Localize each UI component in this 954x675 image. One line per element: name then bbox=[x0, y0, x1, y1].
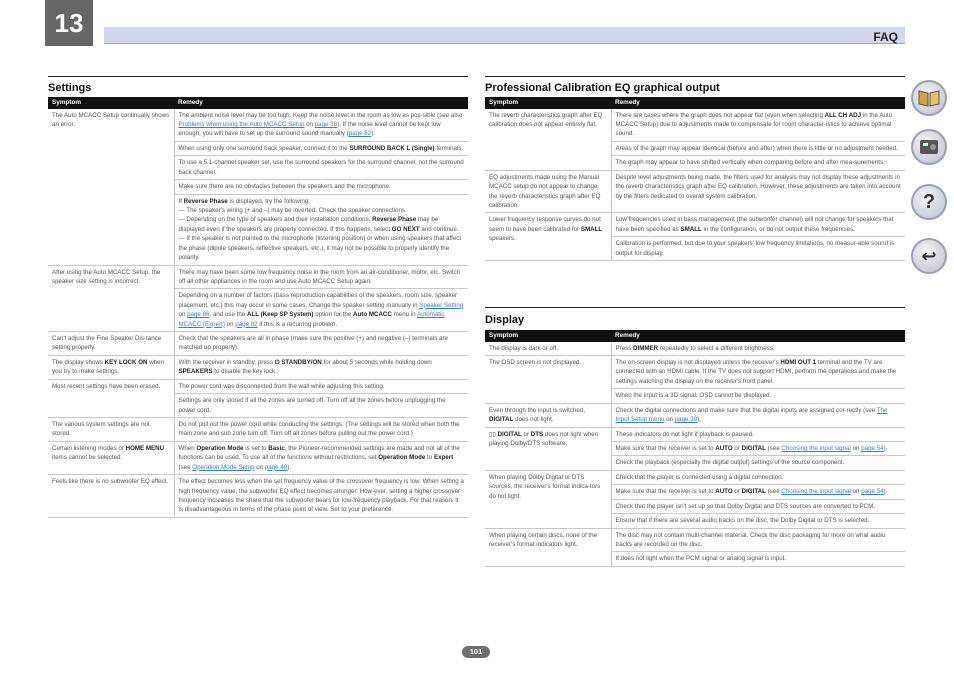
symptom-cell: The OSD screen is not displayed. bbox=[485, 356, 611, 404]
table-row bbox=[48, 441, 468, 474]
remedy-cell: When the input is a 3D signal, OSD cannot be displayed. bbox=[611, 389, 905, 403]
table-row bbox=[48, 265, 468, 289]
help-icon[interactable]: ? bbox=[911, 184, 947, 220]
header-bar bbox=[104, 27, 905, 44]
remedy-cell: The effect becomes less when the set frequency value of the crossover frequency is low. When setting a high frequency value, the subwoofer EQ effect becomes stronger. How-ever, setting a higher crossover frequency increases the share that the subwoofer bears for low-frequency playback. For that reason, it is disadvantageous in terms of the phase point of view. Set to your preference. bbox=[174, 475, 468, 518]
table-row bbox=[485, 109, 905, 142]
symptom-cell: When playing certain discs, none of the receiver's format indicators light. bbox=[485, 528, 611, 566]
symptom-cell: When playing Dolby Digital or DTS sources, the receiver's format indica-tors do not light. bbox=[485, 470, 611, 528]
table-row bbox=[485, 528, 905, 552]
symptom-cell: Feels like there is no subwoofer EQ effect. bbox=[48, 475, 174, 518]
symptom-cell: The display shows KEY LOCK ON when you try to make settings. bbox=[48, 355, 174, 379]
remedy-header: Remedy bbox=[611, 97, 905, 109]
pro-calibration-title: Professional Calibration EQ graphical output bbox=[485, 82, 720, 94]
remedy-cell: Check that the speakers are all in phase (make sure the positive (+) and negative (–) terminals are matched up properly). bbox=[174, 332, 468, 356]
symptom-cell: After using the Auto MCACC Setup, the speaker size setting is incorrect. bbox=[48, 265, 174, 332]
remedy-cell: There may have been some low frequency noise in the room from an air-conditioner, motor, etc. Switch off all other appliances in the room and use Auto MCACC Setup again. bbox=[174, 265, 468, 289]
remedy-cell: Areas of the graph may appear identical (before and after) when there is little or no adjustment needed. bbox=[611, 141, 905, 155]
symptom-header: Symptom bbox=[485, 330, 611, 342]
remedy-cell: When using only one surround back speaker, connect it to the SURROUND BACK L (Single) terminals. bbox=[174, 141, 468, 155]
remedy-header: Remedy bbox=[174, 97, 468, 109]
section-label: FAQ bbox=[873, 30, 898, 44]
remedy-cell: The ambient noise level may be too high. Keep the noise level in the room as low as pos-sible (see also Problems when using the Auto MCACC Setup on page 38). If the noise level cannot be kept low enough, you will have to set up the surround sound manually (page 82). bbox=[174, 109, 468, 142]
remedy-cell: To use a 5.1-channel speaker set, use the surround speakers for the surround channel, not the surround back channel. bbox=[174, 156, 468, 180]
symptom-header: Symptom bbox=[48, 97, 174, 109]
table-row bbox=[485, 403, 905, 427]
remedy-cell: Calibration is performed, but due to your speakers' low frequency limitations, no measur-able sound is output for display. bbox=[611, 237, 905, 261]
remedy-cell: It does not light when the PCM signal or analog signal is input. bbox=[611, 552, 905, 566]
remedy-cell: Make sure that the receiver is set to AUTO or DIGITAL (see Choosing the input signal on page 54). bbox=[611, 441, 905, 455]
pro-calibration-table bbox=[485, 97, 905, 261]
page-number: 101 bbox=[462, 646, 490, 658]
cross-reference-link[interactable]: page 54 bbox=[861, 488, 884, 496]
display-title: Display bbox=[485, 314, 525, 326]
remedy-cell: Ensure that if there are several audio tracks on the disc, the Dolby Digital or DTS is selected. bbox=[611, 514, 905, 528]
cross-reference-link[interactable]: Speaker Setting bbox=[419, 301, 464, 309]
remedy-header: Remedy bbox=[611, 330, 905, 342]
cross-reference-link[interactable]: Automatic MCACC (Expert) bbox=[178, 311, 445, 328]
remedy-cell: Press DIMMER repeatedly to select a different brightness. bbox=[611, 342, 905, 356]
remedy-cell: Depending on a number of factors (bass reproduction capabilities of the speakers, room size, speaker placement, etc.) this may occur in some cases. Change the speaker setting manually in Speaker Setting on page 86, and use the ALL (Keep SP System) option for the Auto MCACC menu in Automatic MCACC (Expert) on page 82 if this is a recurring problem. bbox=[174, 289, 468, 332]
symptom-cell: The reverb characteristics graph after EQ calibration does not appear entirely flat. bbox=[485, 109, 611, 171]
table-row bbox=[48, 379, 468, 393]
remedy-cell: Do not pull out the power cord while conducting the settings. (The settings will be stored when both the main zone and sub zone turn off. Turn off all zones before pulling out the power cord.) bbox=[174, 418, 468, 442]
table-row bbox=[485, 342, 905, 356]
chapter-number bbox=[45, 0, 93, 46]
table-row bbox=[485, 213, 905, 237]
remedy-cell: The on-screen display is not displayed unless the receiver's HDMI OUT 1 terminal and the TV are connected with an HDMI cable. If the TV does not support HDMI, perform the operations and make the settings watching the display on the receiver's front panel. bbox=[611, 356, 905, 389]
symptom-cell: The Auto MCACC Setup continually shows an error. bbox=[48, 109, 174, 265]
cross-reference-link[interactable]: page 54 bbox=[861, 444, 884, 452]
remedy-cell: When Operation Mode is set to Basic, the Pioneer-recommended settings are made and not all of the functions can be used. To use all of the functions without restrictions, set Operation Mode to Expert (see Operation Mode Setup on page 49). bbox=[174, 441, 468, 474]
chapter-number-text: 13 bbox=[54, 7, 84, 38]
remedy-cell: There are cases where the graph does not appear flat (even when selecting ALL CH ADJ in the Auto MCACC Setup) due to adjustments made to compensate for room character-istics to achieve optimal sound. bbox=[611, 109, 905, 142]
settings-title: Settings bbox=[48, 82, 92, 94]
symptom-cell: EQ adjustments made using the Manual MCACC setup do not appear to change the reverb characteristics graph after EQ calibration. bbox=[485, 170, 611, 213]
table-row bbox=[485, 427, 905, 441]
symptom-cell: Even through the input is switched, DIGITAL does not light. bbox=[485, 403, 611, 427]
remedy-cell: Make sure there are no obstacles between the speakers and the microphone. bbox=[174, 180, 468, 194]
cross-reference-link[interactable]: Choosing the input signal bbox=[781, 444, 851, 452]
receiver-icon[interactable] bbox=[911, 129, 947, 165]
remedy-cell: Check that the player isn't set up so that Dolby Digital and DTS sources are converted to PCM. bbox=[611, 499, 905, 513]
remedy-cell: These indicators do not light if playback is paused. bbox=[611, 427, 905, 441]
cross-reference-link[interactable]: page 49 bbox=[264, 463, 288, 471]
remedy-cell: Check the digital connections and make sure that the digital inputs are assigned cor-rectly (see The Input Setup menu on page 39). bbox=[611, 403, 905, 427]
table-row bbox=[48, 475, 468, 518]
book-icon[interactable] bbox=[911, 80, 947, 116]
cross-reference-link[interactable]: Choosing the input signal bbox=[781, 488, 851, 496]
display-top-rule bbox=[485, 307, 905, 308]
symptom-cell: The various system settings are not stored. bbox=[48, 418, 174, 442]
symptom-cell: Lower frequency response curves do not seem to have been calibrated for SMALL speakers. bbox=[485, 213, 611, 261]
table-row bbox=[485, 170, 905, 213]
table-row bbox=[48, 355, 468, 379]
cross-reference-link[interactable]: The Input Setup menu bbox=[615, 406, 888, 424]
table-row bbox=[48, 109, 468, 142]
settings-top-rule bbox=[48, 76, 468, 77]
cross-reference-link[interactable]: page 82 bbox=[348, 130, 372, 138]
remedy-cell: The disc may not contain multi-channel material. Check the disc packaging for more on what audio tracks are recorded on the disc. bbox=[611, 528, 905, 552]
cross-reference-link[interactable]: page 86 bbox=[187, 311, 210, 319]
remedy-cell: Make sure that the receiver is set to AUTO or DIGITAL (see Choosing the input signal on page 54). bbox=[611, 485, 905, 499]
settings-table bbox=[48, 97, 468, 518]
table-row bbox=[485, 470, 905, 484]
remedy-cell: Check the playback (especially the digital output) settings of the source component. bbox=[611, 456, 905, 470]
display-table bbox=[485, 330, 905, 567]
cross-reference-link[interactable]: Operation Mode Setup bbox=[192, 463, 255, 471]
remedy-cell: With the receiver in standby, press ⏻ STANDBY/ON for about 5 seconds while holding down SPEAKERS to disable the key lock. bbox=[174, 355, 468, 379]
remedy-cell: If Reverse Phase is displayed, try the following: — The speaker's wiring (+ and –) may be inverted. Check the speaker connections. — Depending on the type of speakers and their installation conditions, Reverse Phase may be displayed even if the speakers are properly connected. If this happens, select GO NEXT and continue. — If the speaker is not pointed to the microphone (listening position) or when using speakers that affect the phase (dipole speakers, reflective speakers, etc.), it may not be possible to properly identify the polarity. bbox=[174, 194, 468, 265]
symptom-cell: Can't adjust the Fine Speaker Dis-tance setting properly. bbox=[48, 332, 174, 356]
back-icon[interactable]: ↩ bbox=[911, 238, 947, 274]
pro-calibration-top-rule bbox=[485, 76, 905, 77]
table-row bbox=[48, 418, 468, 442]
table-row bbox=[48, 332, 468, 356]
symptom-header: Symptom bbox=[485, 97, 611, 109]
cross-reference-link[interactable]: Problems when using the Auto MCACC Setup bbox=[178, 121, 305, 129]
table-row bbox=[485, 356, 905, 389]
remedy-cell: The graph may appear to have shifted vertically when comparing before and after mea-surements. bbox=[611, 156, 905, 170]
symptom-cell: The display is dark or off. bbox=[485, 342, 611, 356]
remedy-cell: Check that the player is connected using a digital connection. bbox=[611, 470, 905, 484]
cross-reference-link[interactable]: page 39 bbox=[674, 416, 698, 424]
remedy-cell: Low frequencies used in bass management (the subwoofer channel) will not change for speakers that have been specified as SMALL in the configuration, or do not output these frequencies. bbox=[611, 213, 905, 237]
cross-reference-link[interactable]: page 82 bbox=[235, 320, 258, 328]
symptom-cell: Most recent settings have been erased. bbox=[48, 379, 174, 417]
remedy-cell: Settings are only stored if all the zones are turned off. Turn off all the zones before unplugging the power cord. bbox=[174, 394, 468, 418]
symptom-cell: ▯▯ DIGITAL or DTS does not light when playing Dolby/DTS software. bbox=[485, 427, 611, 470]
remedy-cell: The power cord was disconnected from the wall while adjusting this setting. bbox=[174, 379, 468, 393]
symptom-cell: Certain listening modes or HOME MENU items cannot be selected. bbox=[48, 441, 174, 474]
remedy-cell: Despite level adjustments being made, the filters used for analysis may not display these adjustments in the reverb characteristics graph after EQ calibration. However, these adjustments are taken into account by the filters dedicated to overall system calibration. bbox=[611, 170, 905, 213]
cross-reference-link[interactable]: page 38 bbox=[314, 121, 338, 129]
